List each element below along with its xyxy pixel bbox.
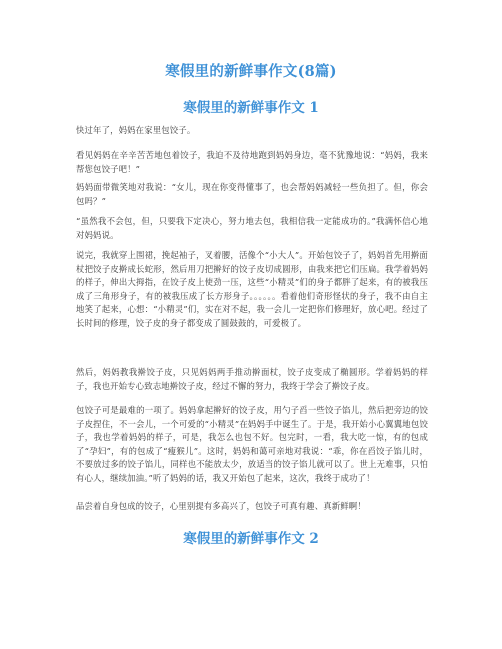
paragraph: 品尝着自身包成的饺子，心里别提有多高兴了，包饺子可真有趣、真新鲜啊！: [76, 501, 366, 511]
paragraph: 看见妈妈在辛辛苦苦地包着饺子，我迫不及待地跑到妈妈身边，毫不犹豫地说：“妈妈，我来帮您包饺子吧！”: [76, 150, 428, 174]
paragraph: 妈妈面带微笑地对我说：“女儿，现在你变得懂事了，也会帮妈妈减轻一些负担了。但，你会包吗？”: [76, 182, 428, 206]
paragraph: 快过年了，妈妈在家里包饺子。: [76, 125, 196, 135]
document-title: 寒假里的新鲜事作文(8篇): [165, 63, 337, 80]
paragraph: 然后，妈妈教我擀饺子皮，只见妈妈两手推动擀面杖，饺子皮变成了椭圆形。学着妈妈的样子，我也开始专心致志地擀饺子皮，经过不懈的努力，我终于学会了擀饺子皮。: [76, 367, 428, 391]
paragraph: 包饺子可是最难的一项了。妈妈拿起擀好的饺子皮，用勺子舀一些饺子馅儿，然后把旁边的饺子皮捏住，不一会儿，一个可爱的“小精灵”在妈妈手中诞生了。于是，我开始小心翼翼地包饺子，我也学着妈妈的样子，可是，我怎么也包不好。包完时，一看，我大吃一惊，有的包成了“孕妇”，有的包成了“瘦猴儿”。这时，妈妈和蔼可亲地对我说：“乖，你在舀饺子馅儿时，不要放过多的饺子馅儿，同样也不能放太少，放适当的饺子馅儿就可以了。世上无难事，只怕有心人，继续加油。”听了妈妈的话，我又开始包了起来，这次，我终于成功了！: [76, 405, 428, 483]
section-title: 寒假里的新鲜事作文 1: [183, 100, 319, 116]
section-title: 寒假里的新鲜事作文 2: [183, 531, 319, 547]
paragraph: 说完，我就穿上围裙，挽起袖子，叉着腰，活像个“小大人”。开始包饺子了，妈妈首先用擀面杖把饺子皮擀成长蛇形，然后用刀把擀好的饺子皮切成圆形，由我来把它们压扁。我学着妈妈的样子，伸出大拇指，在饺子皮上使劲一压，这些“小精灵”们的身子都胖了起来，有的被我压成了三角形身子，有的被我压成了长方形身子。。。。。。看着他们奇形怪状的身子，我不由自主地笑了起来，心想：“小精灵”们，实在对不起，我一会儿一定把你们修理好，放心吧。经过了长时间的修理，饺子皮的身子都变成了圆鼓鼓的，可爱极了。: [76, 250, 428, 328]
paragraph: “虽然我不会包，但，只要我下定决心，努力地去包，我相信我一定能成功的。”我满怀信心地对妈妈说。: [76, 216, 428, 240]
